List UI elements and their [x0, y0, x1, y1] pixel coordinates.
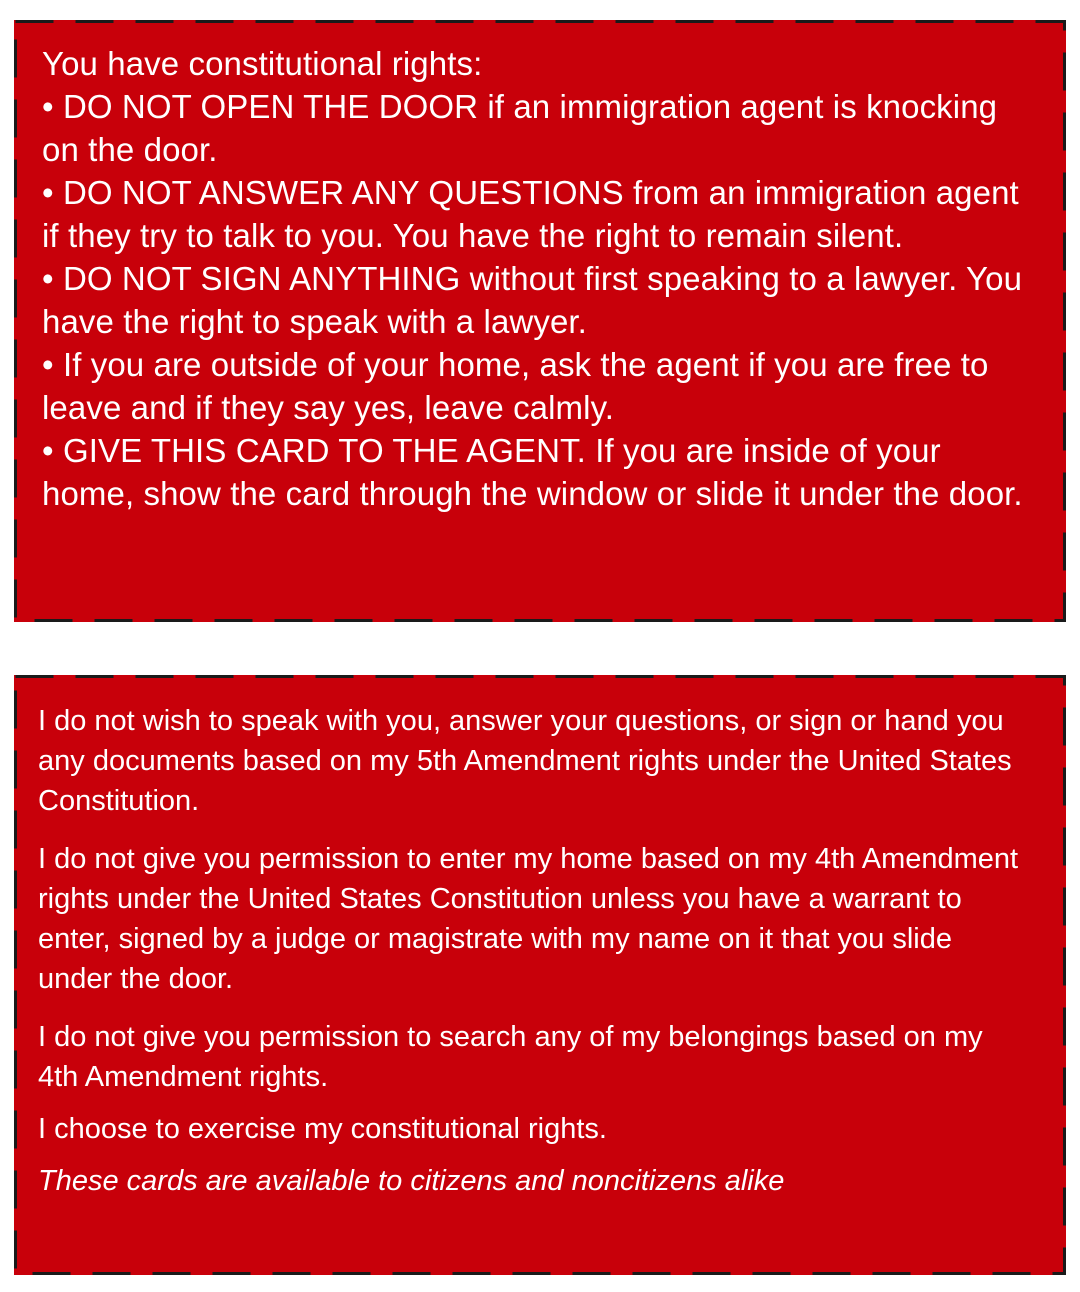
bullet-text: If you are outside of your home, ask the agent if you are free to leave and if they say yes, leave calmly.: [42, 346, 989, 426]
bullet-marker: •: [42, 260, 54, 297]
bullet-marker: •: [42, 174, 54, 211]
rights-card-front: [14, 20, 1066, 622]
bullet-marker: •: [42, 432, 54, 469]
bullet-text: DO NOT SIGN ANYTHING without first speaking to a lawyer. You have the right to speak with a lawyer.: [42, 260, 1023, 340]
rights-bullet: [42, 85, 1026, 171]
card-heading: You have constitutional rights:: [42, 45, 483, 82]
statement-paragraph: I do not give you permission to enter my home based on my 4th Amendment rights under the United States Constitution unless you have a warrant to enter, signed by a judge or magistrate with my name on it that you slide under the door.: [38, 843, 1019, 995]
bullet-text: DO NOT ANSWER ANY QUESTIONS from an immigration agent if they try to talk to you. You have the right to remain silent.: [42, 174, 1019, 254]
rights-card-back: [14, 675, 1066, 1275]
rights-bullet: [42, 257, 1026, 343]
rights-bullet: [42, 429, 1026, 515]
statement-paragraph: I do not wish to speak with you, answer your questions, or sign or hand you any documents based on my 5th Amendment rights under the United States Constitution.: [38, 705, 1012, 817]
bullet-text: DO NOT OPEN THE DOOR if an immigration agent is knocking on the door.: [42, 88, 998, 168]
bullet-marker: •: [42, 88, 54, 125]
availability-note: These cards are available to citizens and noncitizens alike: [38, 1165, 785, 1197]
rights-bullet: [42, 171, 1026, 257]
rights-card-back-text: [38, 701, 1026, 1201]
statement-paragraph: I do not give you permission to search any of my belongings based on my 4th Amendment rights.: [38, 1021, 983, 1093]
bullet-marker: •: [42, 346, 54, 383]
rights-card-front-text: [42, 42, 1026, 515]
bullet-text: GIVE THIS CARD TO THE AGENT. If you are inside of your home, show the card through the window or slide it under the door.: [42, 432, 1023, 512]
statement-paragraph: I choose to exercise my constitutional rights.: [38, 1113, 607, 1145]
rights-bullet: [42, 343, 1026, 429]
